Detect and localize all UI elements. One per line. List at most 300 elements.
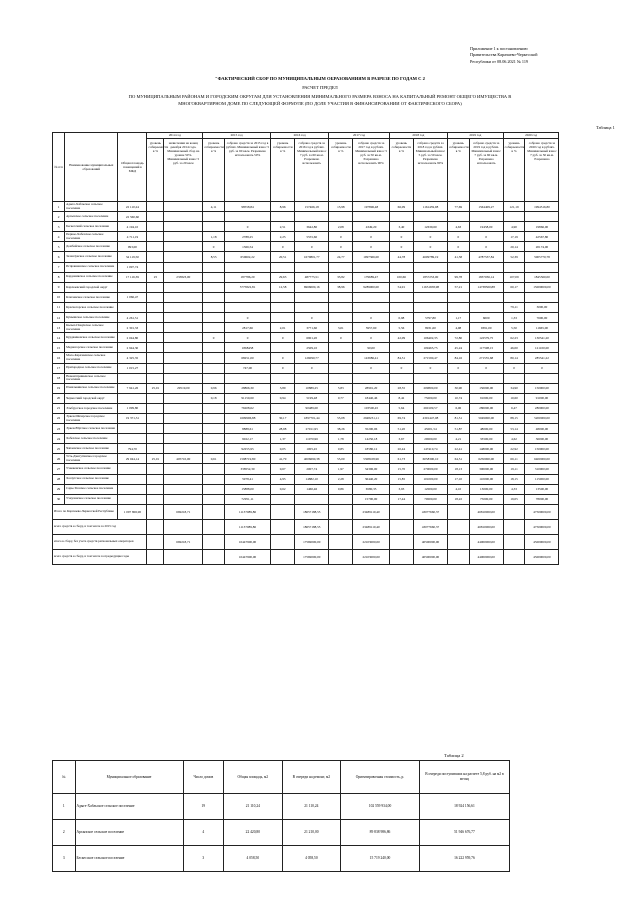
summary-value	[203, 549, 225, 564]
summary-value: 40500000,00	[414, 534, 448, 549]
level-value: 13,98	[329, 202, 353, 212]
summary-value: 43077660,37	[414, 519, 448, 534]
area-value: 4 194,10	[118, 222, 147, 232]
summary-value	[447, 549, 469, 564]
collected-value: 11070,96	[295, 434, 329, 444]
collected-value: 6250000,00	[469, 454, 503, 464]
collected-value	[164, 333, 203, 343]
collected-value: 12639,60	[414, 222, 448, 232]
sub-level: уровень собираемости в %	[503, 139, 525, 202]
level-value	[271, 343, 295, 353]
collected-value: 48000,00	[469, 424, 503, 434]
collected-value: 3771,60	[295, 323, 329, 333]
collected-value	[525, 292, 559, 302]
collected-value	[295, 302, 329, 312]
level-value: 25	[147, 272, 164, 282]
level-value	[203, 494, 225, 504]
level-value: 0,85	[329, 444, 353, 454]
table1-col-num: № п/п	[53, 133, 65, 202]
collected-value: 747,00	[225, 363, 271, 373]
municipality-name: Зеленчукское сельское поселение	[65, 252, 118, 262]
level-value	[203, 343, 225, 353]
level-value: 107,09	[503, 272, 525, 282]
level-value: 0	[389, 363, 413, 373]
table2-name: Бескесское сельское поселение	[75, 846, 183, 872]
level-value	[271, 302, 295, 312]
municipality-name: Эркен-Шахарское городское поселение	[65, 413, 118, 423]
collected-value	[353, 373, 389, 383]
table1-row	[53, 262, 608, 272]
collected-value: 15790,00	[353, 494, 389, 504]
row-number: 9	[53, 282, 65, 292]
sub-collected-2018: собрано средств за 2018 год в рублях. Минимальный взнос 5 руб. за 50 кв.м. Разрешено использовать 90%	[414, 139, 448, 202]
level-value: 1,33	[503, 313, 525, 323]
collected-value: 6966000,16	[295, 282, 329, 292]
collected-value: 1679801,77	[295, 252, 329, 262]
collected-value: 6000	[469, 313, 503, 323]
summary-label: итого к сбору, без учета средств региональных операторов	[53, 534, 147, 549]
municipality-name: Хабезское сельское поселение	[65, 434, 118, 444]
municipality-name: Кызыл-Покунское сельское поселение	[65, 323, 118, 333]
collected-value: 98558,84	[225, 202, 271, 212]
level-value: 45,24	[447, 343, 469, 353]
collected-value: 6058300,10	[414, 454, 448, 464]
table1-row	[53, 292, 608, 302]
collected-value: 72951,11	[225, 494, 271, 504]
area-value: 22 110,24	[118, 202, 147, 212]
level-value: 2,01	[271, 323, 295, 333]
level-value: 25,01	[147, 383, 164, 393]
level-value	[203, 444, 225, 454]
collected-value	[164, 343, 203, 353]
collected-value: 18580,12	[353, 444, 389, 454]
collected-value: 19458,00	[469, 222, 503, 232]
collected-value	[225, 262, 271, 272]
collected-value	[164, 373, 203, 383]
level-value	[329, 343, 353, 353]
table2-col-num: №	[53, 761, 76, 794]
level-value: 1,37	[271, 434, 295, 444]
collected-value	[295, 373, 329, 383]
collected-value: 5775822,81	[225, 282, 271, 292]
collected-value: 28866,30	[225, 383, 271, 393]
total-value: 669218,71	[164, 504, 203, 519]
level-value: 2,28	[329, 474, 353, 484]
table2-per-m2: 16 222 959,76	[419, 846, 509, 872]
collected-value	[295, 262, 329, 272]
collected-value: 0	[525, 363, 559, 373]
collected-value	[164, 323, 203, 333]
total-value	[147, 504, 164, 519]
table2-area-repair: 4 058,50	[282, 846, 341, 872]
municipality-name: Адыге-Хабльское сельское поселение	[65, 202, 118, 212]
collected-value: 5308108,96	[353, 454, 389, 464]
summary-value	[503, 534, 525, 549]
collected-value	[295, 292, 329, 302]
table1-col-2014: 2014 год	[147, 133, 203, 139]
table2-area: 22 420,80	[224, 820, 283, 846]
collected-value: 11651658,98	[414, 282, 448, 292]
collected-value: 5200000,00	[525, 413, 559, 423]
collected-value: 271555,68	[469, 353, 503, 363]
collected-value: 76208,62	[225, 403, 271, 413]
summary-value	[147, 519, 164, 534]
table2-col-area-repair: В очереди на ремонт, м2	[282, 761, 341, 794]
collected-value	[353, 302, 389, 312]
level-value: 24,77	[329, 252, 353, 262]
table2-cost: 102 559 934,00	[341, 794, 420, 820]
collected-value: 0	[353, 232, 389, 242]
municipality-name: Архызское сельское поселение	[65, 212, 118, 222]
collected-value	[164, 262, 203, 272]
level-value: 2,08	[329, 222, 353, 232]
area-value: 794,70	[118, 444, 147, 454]
level-value	[147, 262, 164, 272]
level-value	[271, 212, 295, 222]
level-value	[203, 313, 225, 323]
level-value: 0	[389, 232, 413, 242]
municipality-name: Учкекенское сельское поселение	[65, 464, 118, 474]
table2-col-per-m2: В очереди поступивших на расчете 5,8 руб. на м2 в месяц	[419, 761, 509, 794]
collected-value: 197896,48	[353, 202, 389, 212]
collected-value: 109465,75	[414, 343, 448, 353]
row-number: 4	[53, 232, 65, 242]
collected-value: 90,00	[353, 343, 389, 353]
collected-value: 5797,80	[414, 313, 448, 323]
collected-value: 179689,47	[353, 272, 389, 282]
collected-value: 9289000,00	[353, 282, 389, 292]
sub-level: уровень собираемости в %	[447, 139, 469, 202]
level-value: 66,09	[389, 202, 413, 212]
level-value	[203, 282, 225, 292]
collected-value: 92255,95	[225, 444, 271, 454]
table1-row	[53, 474, 608, 484]
summary-value	[203, 519, 225, 534]
area-value: 1 066,47	[118, 292, 147, 302]
area-value: 2 044,80	[118, 333, 147, 343]
level-value: 80,14	[503, 353, 525, 363]
municipality-name: Кумышское сельское поселение	[65, 313, 118, 323]
municipality-name: Исправненское сельское поселение	[65, 262, 118, 272]
level-value: 19,11	[503, 464, 525, 474]
municipality-name: Курджиновское сельское поселение	[65, 333, 118, 343]
collected-value	[164, 292, 203, 302]
level-value: 4,95	[271, 474, 295, 484]
table2-houses: 3	[183, 846, 224, 872]
collected-value: 300000,00	[469, 464, 503, 474]
collected-value	[164, 494, 203, 504]
level-value	[147, 393, 164, 403]
municipality-name: Учкуланское сельское поселение	[65, 494, 118, 504]
level-value	[389, 302, 413, 312]
row-number: 20	[53, 393, 65, 403]
level-value: 44,78	[389, 252, 413, 262]
row-number: 5	[53, 242, 65, 252]
level-value	[147, 212, 164, 222]
table2-col-cost: Ориентировочная стоимость, р.	[341, 761, 420, 794]
collected-value: 126090,77	[295, 353, 329, 363]
level-value	[147, 353, 164, 363]
municipality-name: Пхиалькинское сельское поселение	[65, 383, 118, 393]
level-value: 15,70	[389, 464, 413, 474]
level-value: 54,91	[389, 282, 413, 292]
level-value: 2,25	[271, 232, 295, 242]
collected-value: 29000,00	[414, 434, 448, 444]
area-value: 1 015,27	[118, 363, 147, 373]
level-value: 10,74	[447, 393, 469, 403]
collected-value: 0	[353, 363, 389, 373]
level-value	[203, 292, 225, 302]
collected-value: 9391,00	[469, 323, 503, 333]
level-value: 0	[447, 363, 469, 373]
table2-row	[53, 820, 510, 846]
table2-n: 3	[53, 846, 76, 872]
level-value: 81,51	[447, 413, 469, 423]
area-value: 2 301,33	[118, 323, 147, 333]
municipality-name: Пригородное сельское поселение	[65, 363, 118, 373]
appendix-line: Правительства Карачаево-Черкесской	[470, 52, 538, 58]
table2-per-m2: 18 924 156,61	[419, 794, 509, 820]
level-value	[329, 373, 353, 383]
collected-value: 2788,25	[225, 232, 271, 242]
area-value: 4 711,19	[118, 232, 147, 242]
collected-value	[164, 413, 203, 423]
collected-value: 4787537,84	[469, 252, 503, 262]
level-value	[503, 373, 525, 383]
total-value: 46810000,00	[469, 504, 503, 519]
table1-row	[53, 424, 608, 434]
level-value: 28,55	[389, 383, 413, 393]
collected-value	[164, 444, 203, 454]
level-value	[389, 373, 413, 383]
collected-value: 117598,15	[469, 343, 503, 353]
level-value: 0	[389, 242, 413, 252]
table2-cost: 15 719 240,00	[341, 846, 420, 872]
table2-name: Адыге-Хабльское сельское поселение	[75, 794, 183, 820]
table1-row	[53, 494, 608, 504]
row-number: 11	[53, 302, 65, 312]
summary-value	[271, 549, 295, 564]
collected-value: 36000,00	[525, 434, 559, 444]
collected-value: 1845560,00	[525, 272, 559, 282]
area-value: 17 116,39	[118, 272, 147, 282]
level-value: 51,87	[447, 424, 469, 434]
summary-value: 669218,71	[164, 534, 203, 549]
level-value: 12,58	[271, 282, 295, 292]
collected-value: 487775,51	[295, 272, 329, 282]
area-value: 29 044,14	[118, 454, 147, 464]
table2	[52, 760, 510, 872]
municipality-name: Первое-Хабезское сельское поселение	[65, 232, 118, 242]
table1-body	[53, 202, 608, 565]
level-value: 28,98	[271, 424, 295, 434]
level-value: 5,50	[503, 323, 525, 333]
summary-value	[164, 519, 203, 534]
level-value: 30,90	[447, 383, 469, 393]
collected-value: 150000,00	[525, 444, 559, 454]
municipality-name: Красногорское сельское поселение	[65, 302, 118, 312]
collected-value: 13000,00	[469, 484, 503, 494]
municipality-name: Эркен-Юртское сельское поселение	[65, 424, 118, 434]
table1-row	[53, 222, 608, 232]
level-value	[203, 424, 225, 434]
level-value: 0	[329, 333, 353, 343]
table2-name: Архызское сельское поселение	[75, 820, 183, 846]
level-value: 38,96	[329, 282, 353, 292]
level-value: 33,82	[329, 272, 353, 282]
collected-value: 270000,00	[414, 464, 448, 474]
area-value	[118, 373, 147, 383]
level-value	[389, 343, 413, 353]
summary-label: всего средств к сбору, в том числе за 2015 год	[53, 519, 147, 534]
collected-value: 1005,45	[295, 444, 329, 454]
sub-collected-2017: собрано средств за 2017 год в рублях. Минимальный взнос 5 руб. за 50 кв.м. Разрешено использовать 90%	[353, 139, 389, 202]
collected-value: 9022,17	[225, 434, 271, 444]
collected-value: 11665,00	[525, 323, 559, 333]
collected-value	[164, 302, 203, 312]
collected-value	[164, 232, 203, 242]
collected-value: 1897701,44	[295, 413, 329, 423]
level-value: 6,47	[503, 403, 525, 413]
collected-value: 0	[469, 232, 503, 242]
sub-charged: начисления на конец декабря 2014 года. Минимальный сбор на уровне 50%. Минимальный взнос 5 руб. за 20 кв.м	[164, 139, 203, 202]
level-value: 22,92	[503, 444, 525, 454]
collected-value: 13500,00	[525, 484, 559, 494]
table1-col-name: Наименование муниципальных образований	[65, 133, 118, 202]
table1-row	[53, 212, 608, 222]
table2-area-repair: 21 110,24	[282, 794, 341, 820]
row-number: 29	[53, 484, 65, 494]
collected-value: 310000,00	[525, 464, 559, 474]
collected-value: 0	[414, 363, 448, 373]
level-value: 3,40	[389, 222, 413, 232]
level-value: 41,58	[447, 252, 469, 262]
table1-row	[53, 444, 608, 454]
level-value	[147, 444, 164, 454]
row-number: 30	[53, 494, 65, 504]
level-value: 30,17	[271, 413, 295, 423]
table1-row	[53, 353, 608, 363]
summary-value: 18657188,55	[295, 519, 329, 534]
level-value	[147, 464, 164, 474]
collected-value: 91150,60	[225, 393, 271, 403]
level-value: 3,67	[389, 434, 413, 444]
level-value	[147, 222, 164, 232]
municipality-name: Домбайское сельское поселение	[65, 242, 118, 252]
table2-cost: 89 838 986,86	[341, 820, 420, 846]
level-value	[389, 292, 413, 302]
row-number: 14	[53, 333, 65, 343]
level-value	[147, 292, 164, 302]
total-value	[271, 504, 295, 519]
collected-value: 33500,00	[469, 434, 503, 444]
level-value	[271, 494, 295, 504]
level-value: 57,21	[447, 282, 469, 292]
summary-value	[147, 549, 164, 564]
level-value: 0,86	[329, 484, 353, 494]
collected-value: 285541,22	[525, 353, 559, 363]
collected-value: 1460,46	[295, 484, 329, 494]
collected-value: 5957,60	[353, 323, 389, 333]
table1-row	[53, 484, 608, 494]
collected-value: 0	[414, 242, 448, 252]
table1	[52, 132, 608, 565]
level-value: 0	[447, 232, 469, 242]
level-value	[271, 292, 295, 302]
level-value: 0,77	[329, 393, 353, 403]
level-value: 4,11	[203, 202, 225, 212]
area-value: 993,00	[118, 242, 147, 252]
level-value: 25,01	[147, 454, 164, 464]
collected-value: 1366,54	[225, 242, 271, 252]
collected-value: 0	[295, 242, 329, 252]
row-number: 1	[53, 202, 65, 212]
level-value	[147, 434, 164, 444]
level-value	[203, 464, 225, 474]
level-value	[389, 262, 413, 272]
table1-row	[53, 333, 608, 343]
table1-row	[53, 403, 608, 413]
collected-value: 75000,00	[414, 393, 448, 403]
level-value	[147, 232, 164, 242]
level-value	[147, 373, 164, 383]
area-value	[118, 393, 147, 403]
level-value: 0,18	[203, 393, 225, 403]
level-value	[447, 302, 469, 312]
area-value: 1 099,80	[118, 403, 147, 413]
row-number: 16	[53, 353, 65, 363]
collected-value: 19866,00	[525, 222, 559, 232]
level-value: 4,21	[447, 434, 469, 444]
total-value: 43077660,37	[414, 504, 448, 519]
collected-value	[469, 373, 503, 383]
level-value	[271, 373, 295, 383]
table2-label: Таблица 2	[444, 753, 464, 758]
level-value: 4,90	[503, 222, 525, 232]
level-value	[271, 403, 295, 413]
level-value	[447, 262, 469, 272]
area-value: 22 560,60	[118, 212, 147, 222]
level-value: 0,96	[203, 383, 225, 393]
level-value: 62,23	[503, 333, 525, 343]
collected-value: 659602,22	[225, 252, 271, 262]
level-value: 84,51	[389, 353, 413, 363]
table2-col-houses: Число домов	[183, 761, 224, 794]
summary-value: 45000000,00	[525, 549, 559, 564]
collected-value: 5049000,00	[469, 413, 503, 423]
collected-value: 15000000,00	[525, 282, 559, 292]
level-value: 19,05	[503, 494, 525, 504]
collected-value	[164, 252, 203, 262]
table1-row	[53, 393, 608, 403]
municipality-name: Сары-Тюзское сельское поселение	[65, 484, 118, 494]
collected-value: 121100,00	[525, 343, 559, 353]
collected-value	[469, 302, 503, 312]
level-value: 5,64	[389, 403, 413, 413]
level-value	[203, 222, 225, 232]
summary-value	[271, 534, 295, 549]
level-value: 88,15	[503, 413, 525, 423]
summary-value	[203, 534, 225, 549]
level-value: 64,51	[447, 454, 469, 464]
area-value: 34 119,50	[118, 252, 147, 262]
municipality-name: Кардоникское сельское поселение	[65, 272, 118, 282]
level-value: 6,06	[447, 403, 469, 413]
table1-row	[53, 363, 608, 373]
collected-value	[164, 484, 203, 494]
level-value	[271, 262, 295, 272]
collected-value	[225, 302, 271, 312]
